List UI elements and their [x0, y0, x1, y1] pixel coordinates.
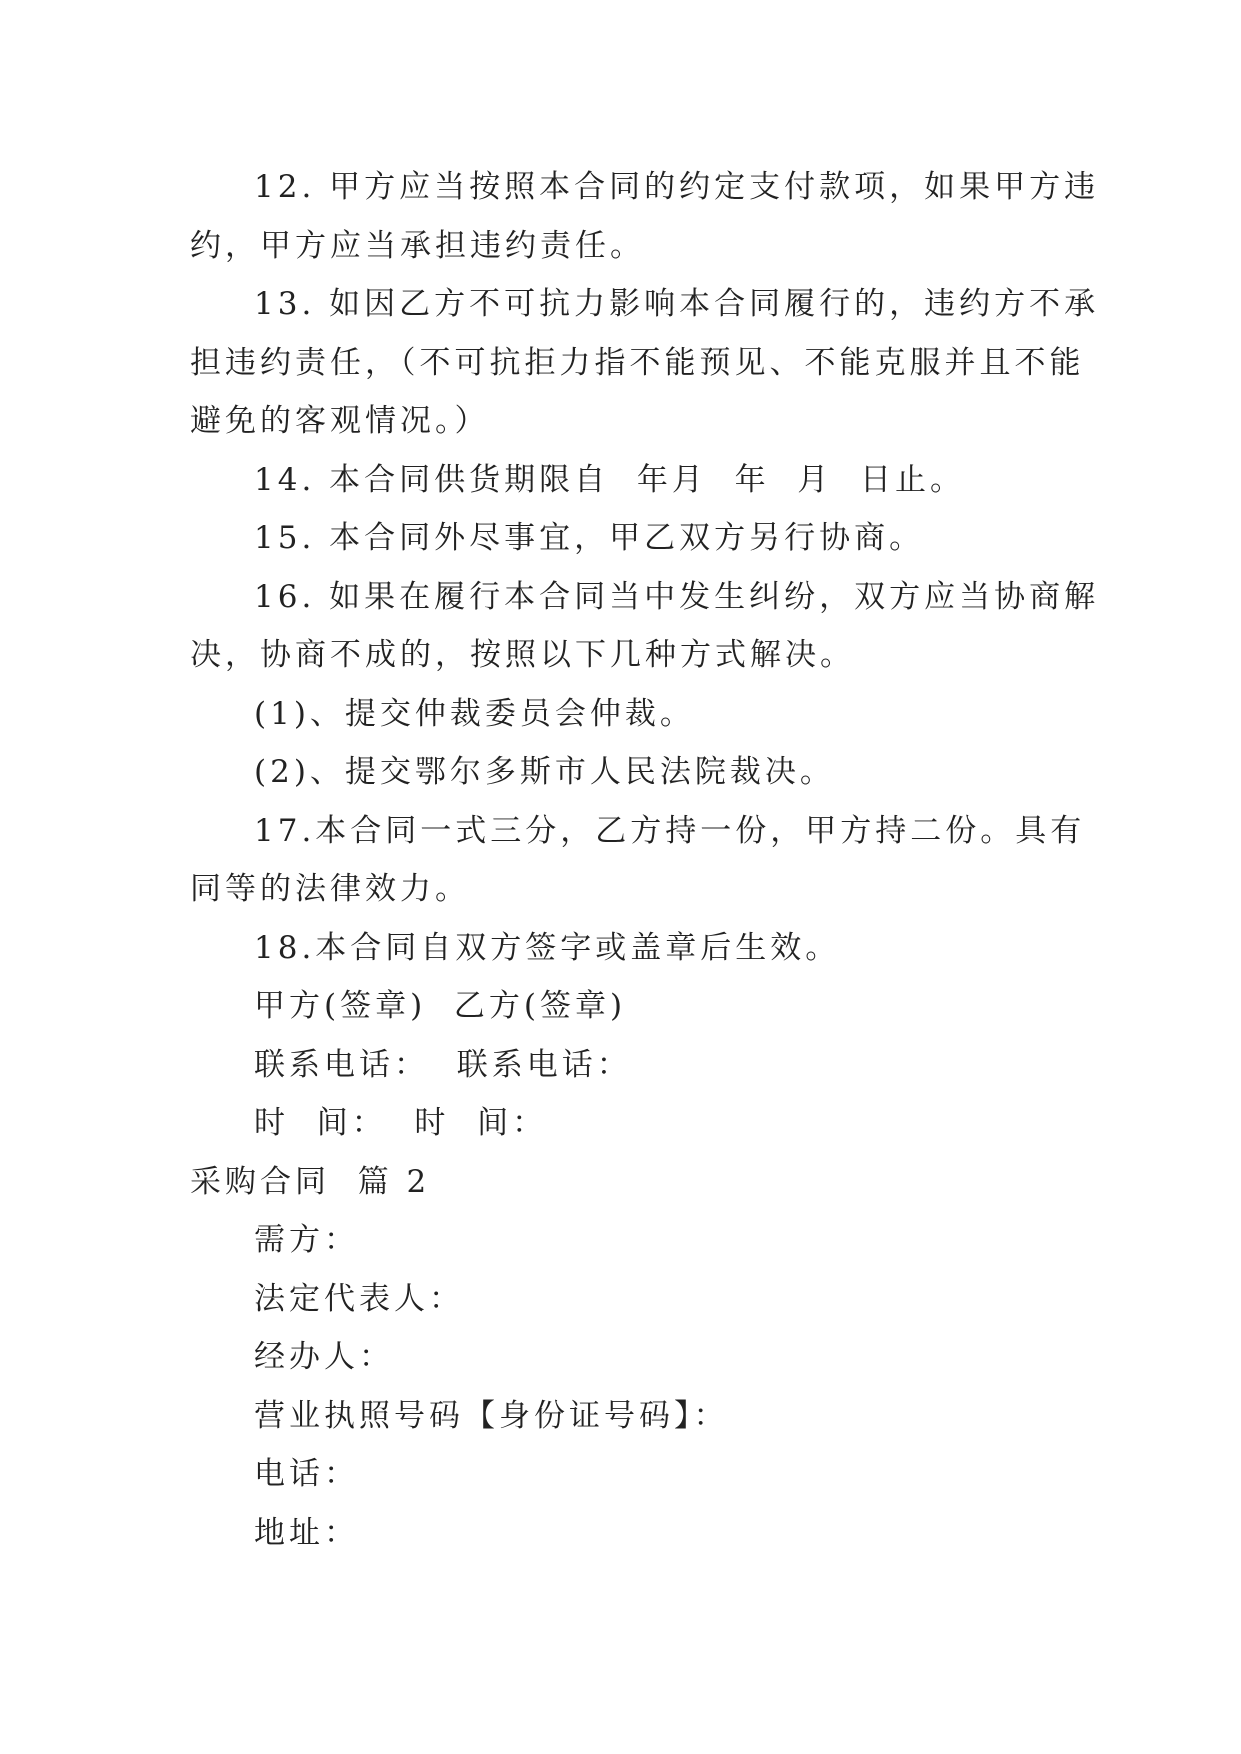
clause-12-line-2: 约，甲方应当承担违约责任。 — [190, 227, 645, 264]
clause-16-option-1: (1)、提交仲裁委员会仲裁。 — [254, 695, 695, 732]
clause-16-option-2: (2)、提交鄂尔多斯市人民法院裁决。 — [254, 754, 835, 790]
signature-line: 甲方(签章) 乙方(签章) — [254, 988, 627, 1024]
address-field: 地址： — [254, 1514, 359, 1551]
clause-17-line-1: 17.本合同一式三分，乙方持一份，甲方持二份。具有 — [254, 812, 1086, 849]
section-heading: 采购合同 篇 2 — [190, 1163, 431, 1200]
clause-13-line-2: 担违约责任，（不可抗拒力指不能预见、不能克服并且不能 — [190, 344, 1085, 381]
legal-rep-field: 法定代表人： — [254, 1280, 464, 1317]
clause-18: 18.本合同自双方签字或盖章后生效。 — [254, 929, 841, 966]
clause-13-line-3: 避免的客观情况。） — [190, 403, 490, 439]
phone-field: 电话： — [254, 1456, 359, 1492]
clause-16-line-1: 16. 如果在履行本合同当中发生纠纷，双方应当协商解 — [254, 578, 1100, 615]
time-line: 时 间： 时 间： — [254, 1105, 548, 1141]
clause-13-line-1: 13. 如因乙方不可抗力影响本合同履行的，违约方不承 — [254, 286, 1100, 322]
clause-12-line-1: 12. 甲方应当按照本合同的约定支付款项，如果甲方违 — [254, 169, 1100, 205]
license-field: 营业执照号码【身份证号码】： — [254, 1397, 729, 1434]
clause-17-line-2: 同等的法律效力。 — [190, 871, 470, 907]
clause-15: 15. 本合同外尽事宜，甲乙双方另行协商。 — [254, 520, 925, 556]
document-body — [190, 158, 1100, 1562]
clause-16-line-2: 决，协商不成的，按照以下几种方式解决。 — [190, 637, 855, 673]
handler-field: 经办人： — [254, 1339, 394, 1375]
buyer-field: 需方： — [254, 1222, 359, 1258]
clause-14: 14. 本合同供货期限自 年月 年 月 日止。 — [254, 461, 965, 498]
phone-line: 联系电话： 联系电话： — [254, 1046, 632, 1083]
